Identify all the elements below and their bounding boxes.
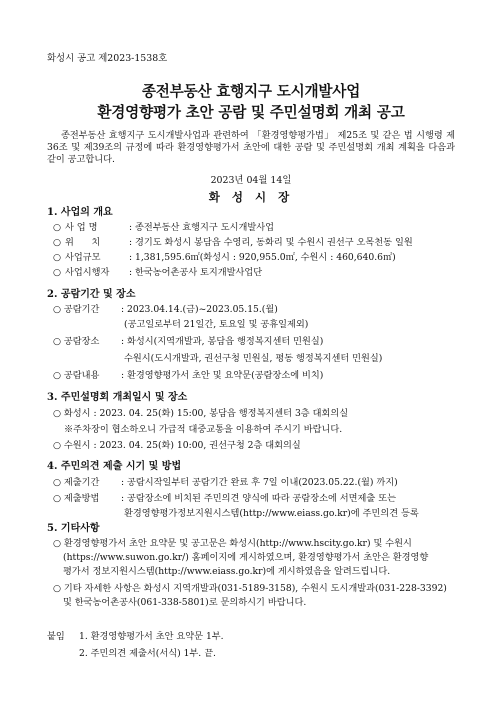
etc-paragraph-1-line-2: (https://www.suwon.go.kr/) 홈페이지에 게시하였으며, 환경영향평가서 초안은 환경영향 [63,552,429,563]
submission-method-label: ○ 제출방법 [53,493,100,504]
review-period-note: (공고일로부터 21일간, 토요일 및 공휴일제외) [124,319,309,330]
notice-number: 화성시 공고 제2023-1538호 [47,53,168,64]
etc-paragraph-2-line-2: 및 한국농어촌공사(061-338-5801)로 문의하시기 바랍니다. [63,597,307,608]
suwon-meeting: ○ 수원시 : 2023. 04. 25(화) 10:00, 권선구청 2층 대회의실 [53,440,301,451]
review-content-label: ○ 공람내용 [53,370,100,381]
project-name-row: ○ 사 업 명 : 종전부동산 효행지구 도시개발사업 [53,222,274,233]
section-1-heading: 1. 사업의 개요 [47,207,113,218]
submission-period-label: ○ 제출기간 [53,477,100,488]
project-scale-row: ○ 사업규모 : 1,381,595.6㎡(화성시 : 920,955.0㎡, 수원시 : 460,640.6㎡) [53,252,396,263]
etc-paragraph-1-line-1: ○ 환경영향평가서 초안 요약문 및 공고문은 화성시(http://www.hscity.go.kr) 및 수원시 [53,538,412,549]
issuing-organization: 화 성 시 장 [208,190,294,204]
review-period-row [53,304,278,316]
review-period-value: : 2023.04.14.(금)~2023.05.15.(월) [121,304,278,315]
review-place-row [53,336,323,348]
intro-paragraph: 종전부동산 효행지구 도시개발사업과 관련하여 「환경영향평가법」 제25조 및 같은 법 시행령 제36조 및 제39조의 규정에 따라 환경영향평가서 초안에 대한 공람 및 주민설명회 개최 계획을 다음과 같이 공고합니다. [47,130,455,165]
etc-paragraph-2-line-1: ○ 기타 자세한 사항은 화성시 지역개발과(031-5189-3158), 수원시 도시개발과(031-228-3392) [53,583,447,594]
submission-method-value-2: 환경영향평가정보지원시스템(http://www.eiass.go.kr)에 주민의견 등록 [124,508,419,519]
submission-period-value: : 공람시작일부터 공람기간 완료 후 7일 이내(2023.05.22.(월) 까지) [121,477,398,488]
notice-date: 2023년 04월 14일 [210,175,292,186]
attachment-item-1: 1. 환경영향평가서 초안 요약문 1부. [79,631,224,642]
section-3-heading: 3. 주민설명회 개최일시 및 장소 [47,392,188,403]
project-location-value: : 경기도 화성시 봉담읍 수영리, 동화리 및 수원시 권선구 오목천동 일원 [129,237,413,248]
project-location-row: ○ 위 치 : 경기도 화성시 봉담읍 수영리, 동화리 및 수원시 권선구 오목천동 일원 [53,237,413,248]
review-content-value: : 환경영향평가서 초안 및 요약문(공람장소에 비치) [121,370,324,381]
project-operator-value: : 한국농어촌공사 토지개발사업단 [129,267,263,278]
project-scale-value: : 1,381,595.6㎡(화성시 : 920,955.0㎡, 수원시 : 460,640.6㎡) [129,252,396,263]
etc-paragraph-1-line-3: 평가서 정보지원시스템(http://www.eiass.go.kr)에 게시하였음을 알려드립니다. [63,566,391,577]
project-location-label: 위 치 [65,237,101,248]
project-scale-label: 사업규모 [65,252,101,263]
submission-period-row [53,477,398,489]
review-content-row [53,370,323,382]
title-line-2: 환경영향평가 초안 공람 및 주민설명회 개최 공고 [97,104,405,121]
project-name-label: 사 업 명 [65,222,98,233]
submission-method-value-1: : 공람장소에 비치된 주민의견 양식에 따라 공람장소에 서면제출 또는 [121,493,396,504]
review-place-value-1: : 화성시(지역개발과, 봉담읍 행정복지센터 민원실) [121,336,324,347]
title-line-1: 종전부동산 효행지구 도시개발사업 [141,83,361,100]
parking-note: ※주차장이 협소하오니 가급적 대중교통을 이용하여 주시기 바랍니다. [64,424,343,435]
section-4-heading: 4. 주민의견 제출 시기 및 방법 [47,461,182,472]
review-place-value-2: 수원시(도시개발과, 권선구청 민원실, 평동 행정복지센터 민원실) [124,353,383,364]
project-operator-label: 사업시행자 [65,267,110,278]
review-period-label: ○ 공람기간 [53,304,100,315]
review-place-label: ○ 공람장소 [53,336,100,347]
section-2-heading: 2. 공람기간 및 장소 [47,289,136,300]
attachment-label: 붙임 [47,631,65,642]
attachment-item-2: 2. 주민의견 제출서(서식) 1부. 끝. [79,648,216,659]
project-operator-row: ○ 사업시행자 : 한국농어촌공사 토지개발사업단 [53,267,263,278]
section-5-heading: 5. 기타사항 [47,523,100,534]
submission-method-row [53,493,396,505]
project-name-value: : 종전부동산 효행지구 도시개발사업 [129,222,274,233]
hwaseong-meeting: ○ 화성시 : 2023. 04. 25(화) 15:00, 봉담읍 행정복지센터 3층 대회의실 [53,408,349,419]
